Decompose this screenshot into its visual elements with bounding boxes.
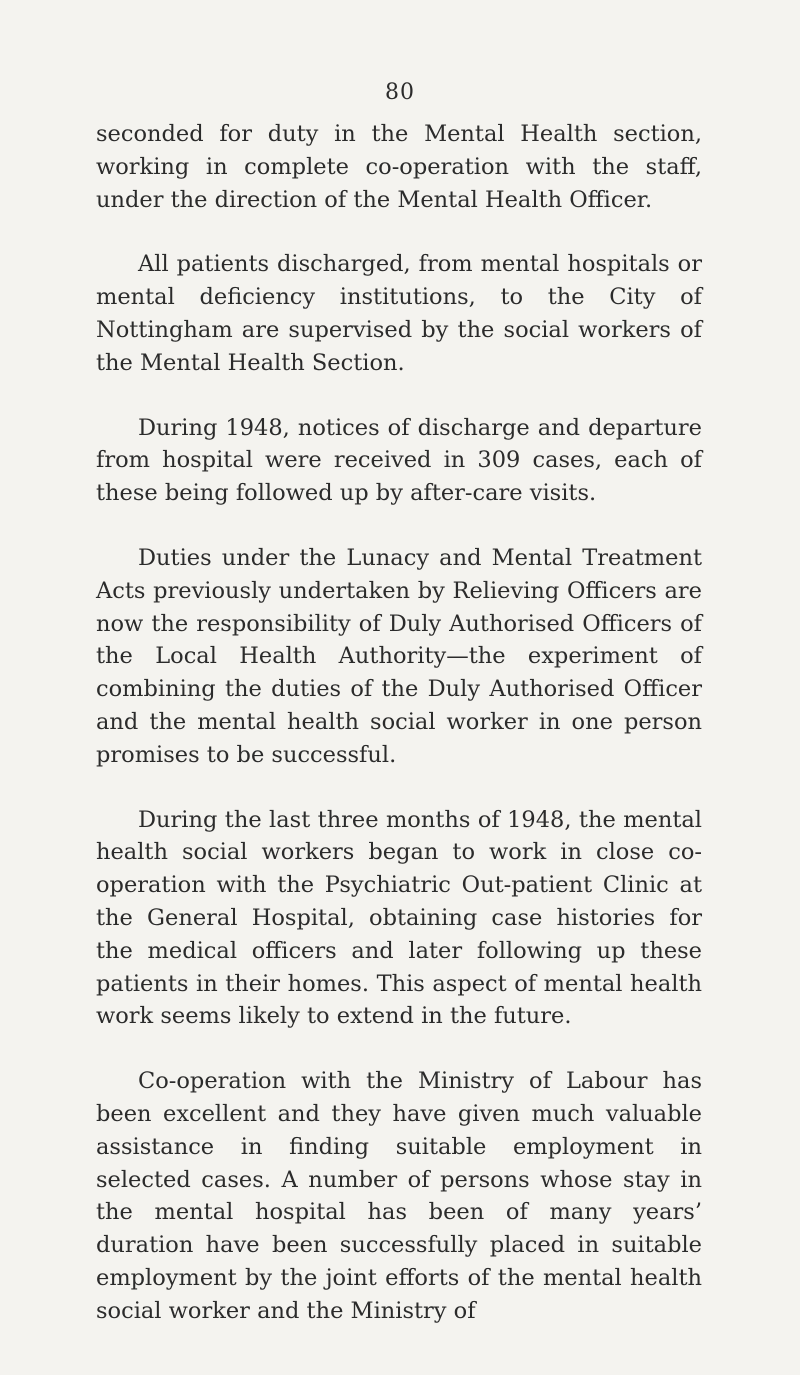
paragraph: During the last three months of 1948, the mental health social workers began to work in close co-operation with the Psychiatric Out-patient Clinic at the General Hospital, obtaining case histories for the medical officers and later following up these patients in their homes. This aspect of mental health work seems likely to extend in the future.	[96, 806, 702, 1030]
paragraph: Duties under the Lunacy and Mental Treatment Acts previously undertaken by Relieving Officers are now the responsibility of Duly Authorised Officers of the Local Health Authority—the experiment of combining the duties of the Duly Authorised Officer and the mental health social worker in one person promises to be successful.	[96, 544, 702, 768]
paragraph: seconded for duty in the Mental Health section, working in complete co-operation with the staff, under the direction of the Mental Health Officer.	[96, 121, 702, 213]
paragraph: During 1948, notices of discharge and departure from hospital were received in 309 cases, each of these being followed up by after-care visits.	[96, 414, 702, 507]
paragraph: Co-operation with the Ministry of Labour has been excellent and they have given much valuable assistance in finding suitable employment in selected cases. A number of persons whose stay in the mental hospital has been of many years’ duration have been successfully placed in suitable employment by the joint efforts of the mental health social worker and the Ministry of	[96, 1068, 702, 1324]
page-number: 80	[385, 80, 415, 105]
body-text	[96, 118, 702, 1328]
paragraph: All patients discharged, from mental hospitals or mental deficiency institutions, to the City of Nottingham are supervised by the social workers of the Mental Health Section.	[96, 251, 702, 376]
